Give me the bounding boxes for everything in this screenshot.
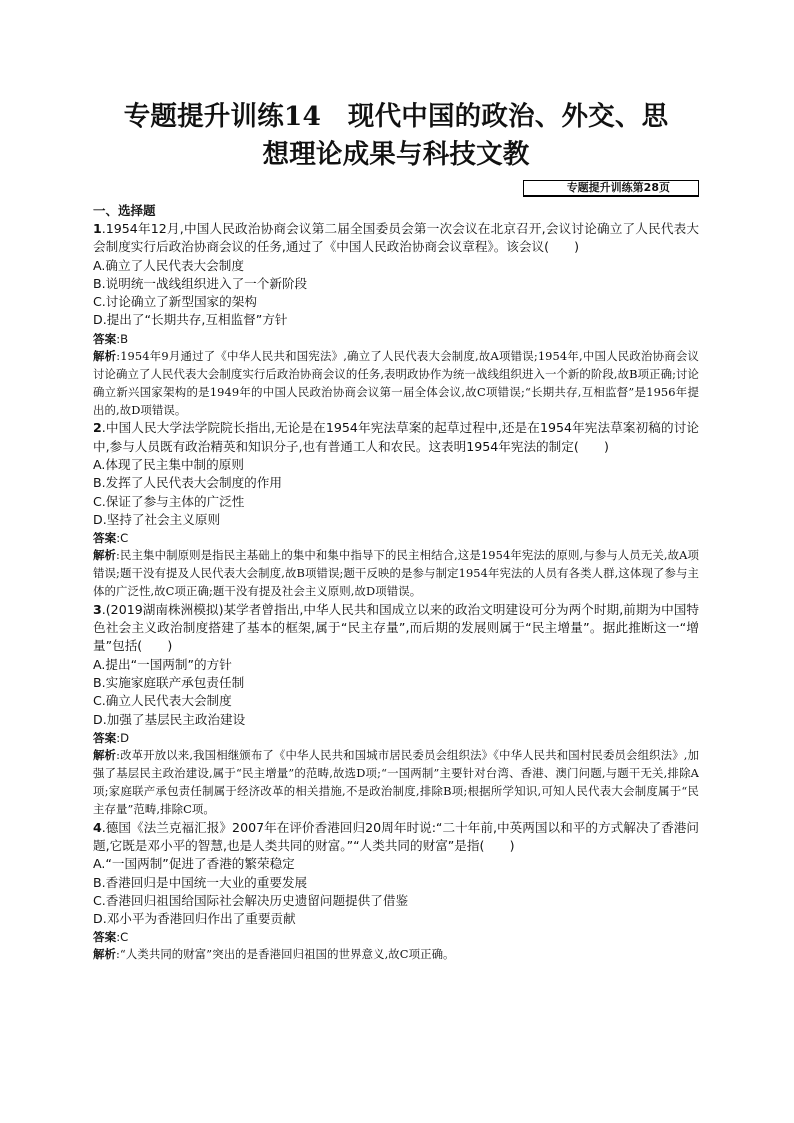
document-page [93,98,699,963]
answer-value: :C [116,531,129,546]
option-a: A.体现了民主集中制的原则 [93,457,244,473]
option-b: B.说明统一战线组织进入了一个新阶段 [93,276,308,292]
section-heading: 一、选择题 [93,203,156,218]
option-c: C.讨论确立了新型国家的架构 [93,294,257,310]
option-d: D.加强了基层民主政治建设 [93,711,246,727]
question-stem [93,419,699,456]
stem-text: .德国《法兰克福汇报》2007年在评价香港回归20周年时说:“二十年前,中英两国以和平的方式解决了香港问题,它既是邓小平的智慧,也是人类共同的财富。”“人类共同的财富”是指( ) [93,819,699,853]
option-d: D.提出了“长期共存,互相监督”方针 [93,312,288,328]
option-c: C.香港回归祖国给国际社会解决历史遗留问题提供了借鉴 [93,892,409,908]
option-b: B.发挥了人民代表大会制度的作用 [93,475,282,491]
question-number: 1 [93,221,102,236]
title-line-1: 专题提升训练14 现代中国的政治、外交、思 [123,101,669,132]
explanation [93,945,699,963]
option-b: B.香港回归是中国统一大业的重要发展 [93,874,308,890]
answer [93,730,699,746]
explanation-label: 解析 [93,348,117,363]
stem-text: .(2019湖南株洲模拟)某学者曾指出,中华人民共和国成立以来的政治文明建设可分为两个时期,前期为中国特色社会主义政治制度搭建了基本的框架,属于“民主存量”,而后期的发展则属于“民主增量”。据此推断这一“增量”包括( ) [93,601,699,654]
explanation-text: :改革开放以来,我国相继颁布了《中华人民共和国城市居民委员会组织法》《中华人民共和国村民委员会组织法》,加强了基层民主政治建设,属于“民主增量”的范畴,故选D项;“一国两制”主要针对台湾、香港、澳门问题,与题干无关,排除A项;家庭联产承包责任制属于经济改革的相关措施,不是政治制度,排除B项;根据所学知识,可知人民代表大会制度属于“民主存量”范畴,排除C项。 [93,747,700,817]
tag-box: 专题提升训练第28页 [523,180,699,196]
explanation-text: :“人类共同的财富”突出的是香港回归祖国的世界意义,故C项正确。 [115,947,455,962]
option-a: A.确立了人民代表大会制度 [93,257,244,273]
answer [93,929,699,945]
page-title [93,98,699,174]
tag-rule [523,196,699,197]
title-line-2: 想理论成果与科技文教 [262,139,530,170]
explanation-label: 解析 [93,947,116,962]
option-d: D.坚持了社会主义原则 [93,511,221,527]
answer-label: 答案 [93,930,117,945]
question-number: 4 [93,819,102,835]
option-b: B.实施家庭联产承包责任制 [93,675,245,691]
question-stem [93,819,699,856]
explanation-text: :民主集中制原则是指民主基础上的集中和集中指导下的民主相结合,这是1954年宪法的原则,与参与人员无关,故A项错误;题干没有提及人民代表大会制度,故B项错误;题干反映的是参与制定1954年宪法的人员有各类人群,这体现了参与主体的广泛性,故C项正确;题干没有提及社会主义原则,故D项错误。 [93,548,699,599]
answer-value: :D [116,730,130,745]
explanation [93,746,699,819]
option-a: A.“一国两制”促进了香港的繁荣稳定 [93,856,295,872]
question-4 [93,819,699,964]
question-stem [93,220,699,257]
explanation-text: :1954年9月通过了《中华人民共和国宪法》,确立了人民代表大会制度,故A项错误;1954年,中国人民政治协商会议讨论确立了人民代表大会制度实行后政治协商会议的任务,表明政协作为统一战线组织进入一个新的阶段,故B项正确;讨论确立新兴国家架构的是1949年的中国人民政治协商会议第一届全体会议,故C项错误;“长期共存,互相监督”是1956年提出的,故D项错误。 [93,348,699,418]
page-tag [93,180,699,202]
answer [93,331,699,347]
answer [93,530,699,546]
question-number: 2 [93,420,102,436]
option-c: C.保证了参与主体的广泛性 [93,493,245,509]
question-number: 3 [93,601,102,617]
answer-value: :C [116,930,129,945]
explanation-label: 解析 [93,548,117,563]
option-c: C.确立人民代表大会制度 [93,693,232,709]
stem-text: .1954年12月,中国人民政治协商会议第二届全国委员会第一次会议在北京召开,会议讨论确立了人民代表大会制度实行后政治协商会议的任务,通过了《中国人民政治协商会议章程》。该会议( ) [93,221,699,255]
explanation-label: 解析 [93,747,117,762]
explanation [93,347,699,420]
question-1 [93,220,699,419]
answer-label: 答案 [93,730,117,745]
option-a: A.提出“一国两制”的方针 [93,656,232,672]
answer-label: 答案 [93,531,117,546]
explanation [93,546,699,601]
option-d: D.邓小平为香港回归作出了重要贡献 [93,910,296,926]
question-3 [93,601,699,819]
answer-value: :B [116,331,129,346]
answer-label: 答案 [93,331,117,346]
question-2 [93,419,699,600]
stem-text: .中国人民大学法学院院长指出,无论是在1954年宪法草案的起草过程中,还是在1954年宪法草案初稿的讨论中,参与人员既有政治精英和知识分子,也有普通工人和农民。这表明1954年宪法的制定( ) [93,420,699,454]
question-stem [93,601,699,656]
